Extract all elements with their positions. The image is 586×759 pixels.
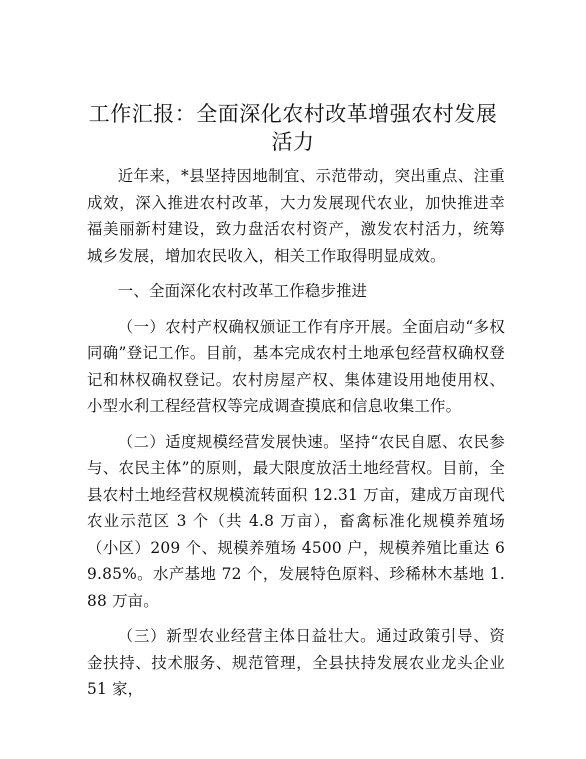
paragraph-scale-operation: （二）适度规模经营发展快速。坚持“农民自愿、农民参与、农民主体”的原则，最大限度放活土地经营权。目前，全县农村土地经营权规模流转面积 12.31 万亩，建成万亩现代农业示范区 3 个（共 4.8 万亩），畜禽标准化规模养殖场（小区）209 个、规模养殖场 4500 户，规模养殖比重达 69.85%。水产基地 72 个，发展特色原料、珍稀林木基地 1.88 万亩。 — [87, 432, 505, 610]
document-title: 工作汇报：全面深化农村改革增强农村发展活力 — [88, 102, 498, 154]
paragraph-property-rights: （一）农村产权确权颁证工作有序开展。全面启动“多权同确”登记工作。目前，基本完成农村土地承包经营权确权登记和林权确权登记。农村房屋产权、集体建设用地使用权、小型水利工程经营权等完成调查摸底和信息收集工作。 — [87, 317, 505, 415]
paragraph-new-entities: （三）新型农业经营主体日益壮大。通过政策引导、资金扶持、技术服务、规范管理，全县扶持发展农业龙头企业 51 家， — [87, 627, 505, 698]
section-heading: 一、全面深化农村改革工作稳步推进 — [117, 282, 368, 300]
document-body — [87, 163, 505, 712]
intro-paragraph: 近年来，*县坚持因地制宜、示范带动，突出重点、注重成效，深入推进农村改革，大力发展现代农业，加快推进幸福美丽新村建设，致力盘活农村资产，激发农村活力，统筹城乡发展，增加农民收入，相关工作取得明显成效。 — [87, 167, 505, 265]
